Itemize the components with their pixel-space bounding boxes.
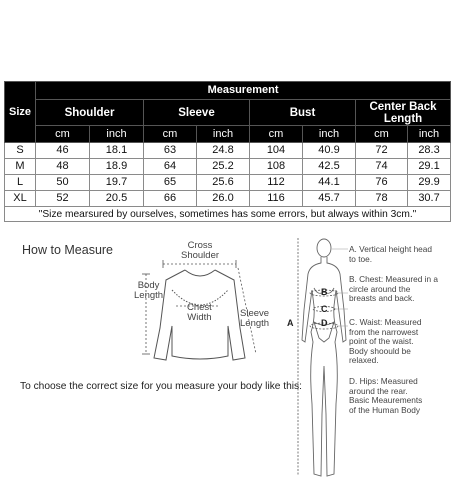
note-a: A. Vertical height head to toe. [349,244,433,264]
bust-header: Bust [250,100,356,126]
cross-shoulder-label: Cross Shoulder [181,240,220,261]
value-cell: 29.1 [408,159,451,175]
letter-b: B [321,287,328,297]
value-cell: 18.1 [90,143,144,159]
size-cell: XL [5,191,36,207]
value-cell: 45.7 [303,191,356,207]
note-b: B. Chest: Measured in a circle around the breasts and back. [349,274,439,304]
size-column-header: Size [5,82,36,143]
letter-c: C [321,304,328,314]
table-row [5,191,451,207]
sleeve-length-label: Sleeve Length [240,308,270,329]
unit-inch: inch [408,126,451,143]
value-cell: 116 [250,191,303,207]
note-c: C. Waist: Measured from the narrowest point of the waist. Body shoould be relaxed. [349,317,422,366]
human-body-figure [296,236,348,486]
value-cell: 65 [144,175,197,191]
body-length-label: Body Length [134,280,164,301]
measure-instruction: To choose the correct size for you measure your body like this: [20,381,302,392]
size-cell: M [5,159,36,175]
value-cell: 42.5 [303,159,356,175]
value-cell: 24.8 [197,143,250,159]
table-row [5,143,451,159]
value-cell: 25.6 [197,175,250,191]
center-back-length-header: Center Back Length [356,100,451,126]
value-cell: 50 [36,175,90,191]
value-cell: 20.5 [90,191,144,207]
size-cell: S [5,143,36,159]
value-cell: 78 [356,191,408,207]
unit-cm: cm [36,126,90,143]
value-cell: 112 [250,175,303,191]
value-cell: 74 [356,159,408,175]
sleeve-header: Sleeve [144,100,250,126]
measurement-note: "Size mearsured by ourselves, sometimes has some errors, but always within 3cm." [5,207,451,222]
measurement-header: Measurement [36,82,451,100]
value-cell: 63 [144,143,197,159]
size-cell: L [5,175,36,191]
value-cell: 25.2 [197,159,250,175]
letter-d: D [321,318,328,328]
unit-inch: inch [90,126,144,143]
unit-cm: cm [144,126,197,143]
how-to-measure-title: How to Measure [22,243,114,257]
value-cell: 66 [144,191,197,207]
value-cell: 29.9 [408,175,451,191]
value-cell: 72 [356,143,408,159]
table-row [5,159,451,175]
value-cell: 108 [250,159,303,175]
value-cell: 26.0 [197,191,250,207]
unit-cm: cm [250,126,303,143]
table-row [5,175,451,191]
value-cell: 76 [356,175,408,191]
value-cell: 30.7 [408,191,451,207]
value-cell: 19.7 [90,175,144,191]
value-cell: 104 [250,143,303,159]
note-d: D. Hips: Measured around the rear. Basic Meaurements of the Human Body [349,376,423,415]
unit-inch: inch [197,126,250,143]
value-cell: 48 [36,159,90,175]
value-cell: 44.1 [303,175,356,191]
shoulder-header: Shoulder [36,100,144,126]
value-cell: 40.9 [303,143,356,159]
chest-width-label: Chest Width [187,302,212,323]
unit-cm: cm [356,126,408,143]
value-cell: 28.3 [408,143,451,159]
value-cell: 64 [144,159,197,175]
letter-a: A [287,318,294,328]
value-cell: 18.9 [90,159,144,175]
value-cell: 52 [36,191,90,207]
unit-inch: inch [303,126,356,143]
value-cell: 46 [36,143,90,159]
size-chart-table [4,81,451,222]
